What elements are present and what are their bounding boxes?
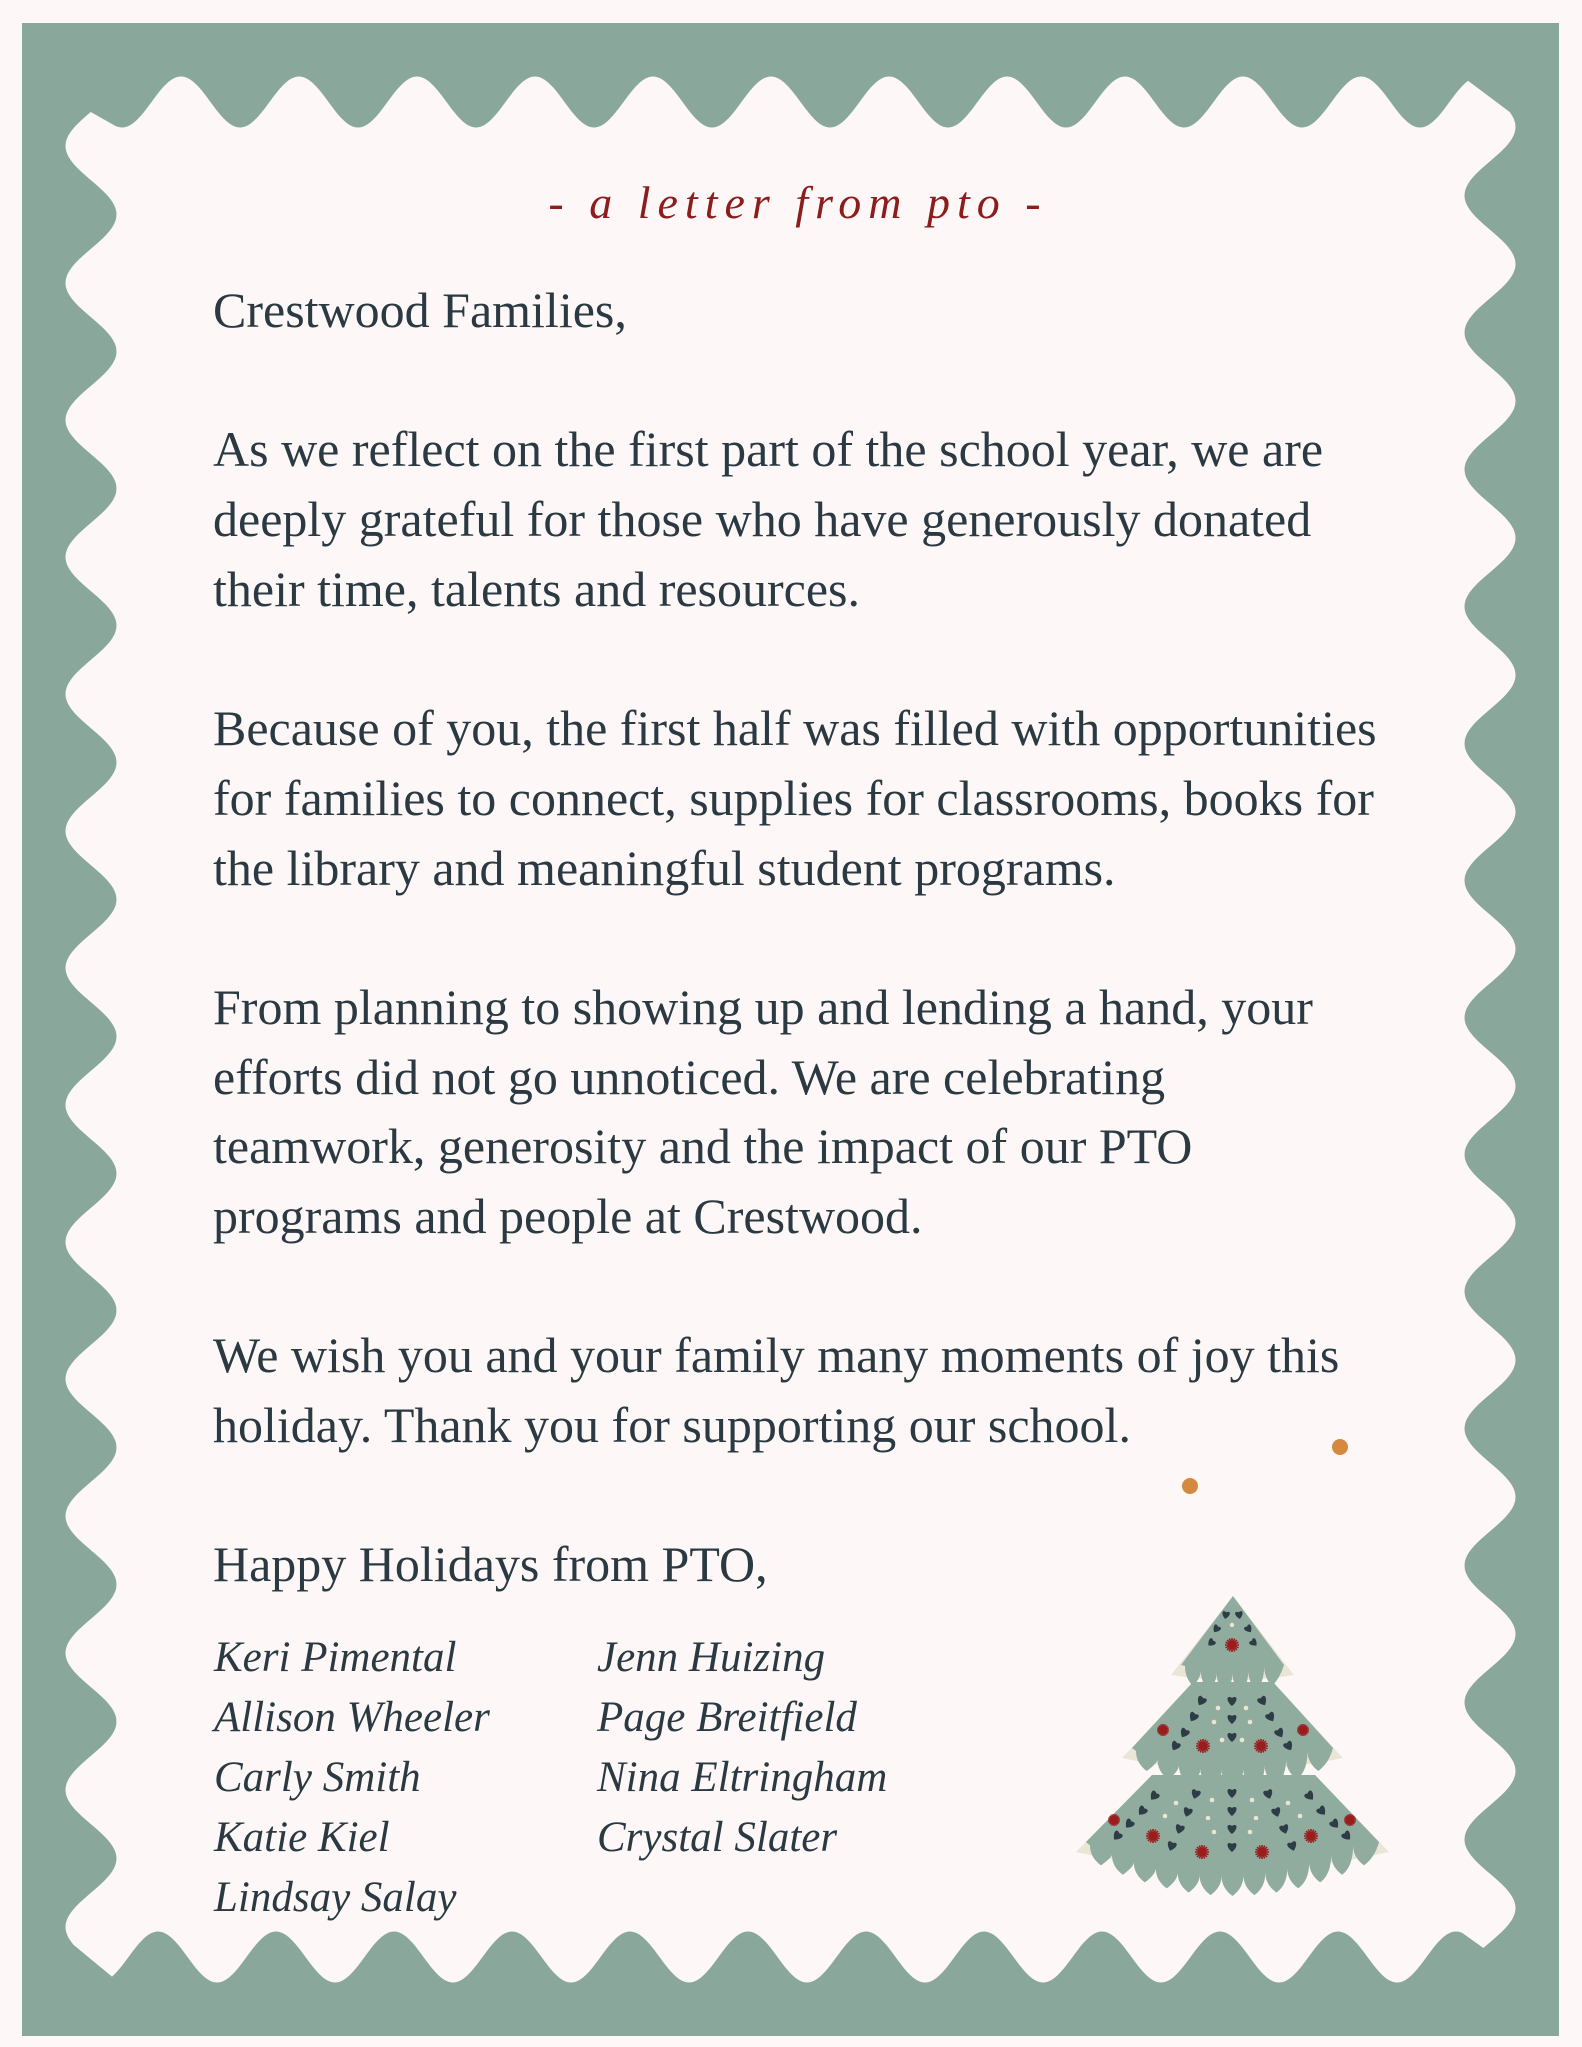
snow-dot-icon — [1248, 1720, 1253, 1725]
paragraph-line: From planning to showing up and lending a hand, your — [213, 978, 1313, 1035]
signature-name: Allison Wheeler — [214, 1694, 490, 1741]
ornament-dot-icon — [1332, 1439, 1348, 1455]
snow-dot-icon — [1174, 1801, 1179, 1806]
signature-name: Carly Smith — [214, 1754, 421, 1801]
paragraph-line: Because of you, the first half was filled with opportunities — [213, 700, 1377, 757]
snow-dot-icon — [1250, 1798, 1255, 1803]
letter-heading: - a letter from pto - — [548, 177, 1048, 228]
paragraph-gap — [213, 1461, 1453, 1531]
signature-name: Jenn Huizing — [597, 1634, 826, 1681]
signature-name: Keri Pimental — [214, 1634, 457, 1681]
snowflake-icon — [1255, 1845, 1269, 1859]
paragraph-line: the library and meaningful student programs. — [213, 839, 1116, 896]
paragraph-line: deeply grateful for those who have generously donated — [213, 491, 1312, 548]
ornament-dot-icon — [1182, 1478, 1198, 1494]
signature-name: Lindsay Salay — [214, 1874, 457, 1921]
snowflake-icon — [1297, 1724, 1309, 1736]
snowflake-icon — [1195, 1845, 1209, 1859]
paragraph-line: their time, talents and resources. — [213, 560, 860, 617]
christmas-tree-icon — [1060, 1585, 1405, 1915]
snowflake-icon — [1304, 1829, 1318, 1843]
snowflake-icon — [1344, 1814, 1356, 1826]
snow-dot-icon — [1244, 1706, 1249, 1711]
signature-name: Katie Kiel — [214, 1814, 390, 1861]
paragraph-line: for families to connect, supplies for classrooms, books for — [213, 769, 1374, 826]
paragraph-line: holiday. Thank you for supporting our school. — [213, 1397, 1131, 1453]
paragraph-3 — [213, 973, 1453, 1252]
snowflake-icon — [1196, 1739, 1210, 1753]
paragraph-1 — [213, 415, 1453, 624]
signature-column-2 — [597, 1628, 887, 1868]
snowflake-icon — [1146, 1829, 1160, 1843]
salutation: Crestwood Families, — [213, 282, 627, 338]
paragraph-line: efforts did not go unnoticed. We are celebrating — [213, 1048, 1166, 1105]
paragraph-4 — [213, 1321, 1453, 1460]
snow-dot-icon — [1163, 1814, 1168, 1819]
snow-dot-icon — [1254, 1816, 1259, 1821]
paragraph-line: We wish you and your family many moments of joy this — [213, 1327, 1340, 1384]
paragraph-gap — [213, 1252, 1453, 1322]
snow-dot-icon — [1286, 1801, 1291, 1806]
tree-tier-bottom — [1076, 1775, 1389, 1896]
tree-tier-middle — [1122, 1682, 1343, 1790]
snow-dot-icon — [1298, 1814, 1303, 1819]
snow-dot-icon — [1212, 1830, 1217, 1835]
paragraph-line: teamwork, generosity and the impact of our PTO — [213, 1118, 1193, 1175]
snow-dot-icon — [1220, 1738, 1225, 1743]
snow-dot-icon — [1206, 1816, 1211, 1821]
signature-name: Page Breitfield — [597, 1694, 857, 1741]
snow-dot-icon — [1248, 1830, 1253, 1835]
paragraph-gap — [213, 903, 1453, 973]
snowflake-icon — [1157, 1724, 1169, 1736]
snow-dot-icon — [1216, 1706, 1221, 1711]
paragraph-line: As we reflect on the first part of the school year, we are — [213, 421, 1324, 478]
tree-tier-top — [1171, 1596, 1294, 1693]
snowflake-icon — [1254, 1739, 1268, 1753]
paragraph-line: programs and people at Crestwood. — [213, 1187, 923, 1244]
snowflake-icon — [1108, 1814, 1120, 1826]
snow-dot-icon — [1230, 1623, 1234, 1627]
snow-dot-icon — [1210, 1798, 1215, 1803]
closing: Happy Holidays from PTO, — [213, 1536, 768, 1593]
signature-name: Nina Eltringham — [597, 1754, 888, 1801]
paragraph-2 — [213, 694, 1453, 903]
snowflake-icon — [1225, 1638, 1239, 1652]
snow-dot-icon — [1240, 1738, 1245, 1743]
paragraph-gap — [213, 346, 1453, 416]
signature-name: Crystal Slater — [597, 1814, 838, 1861]
signature-column-1 — [214, 1628, 490, 1928]
letter-body — [213, 276, 1453, 1600]
paragraph-gap — [213, 624, 1453, 694]
snow-dot-icon — [1212, 1720, 1217, 1725]
